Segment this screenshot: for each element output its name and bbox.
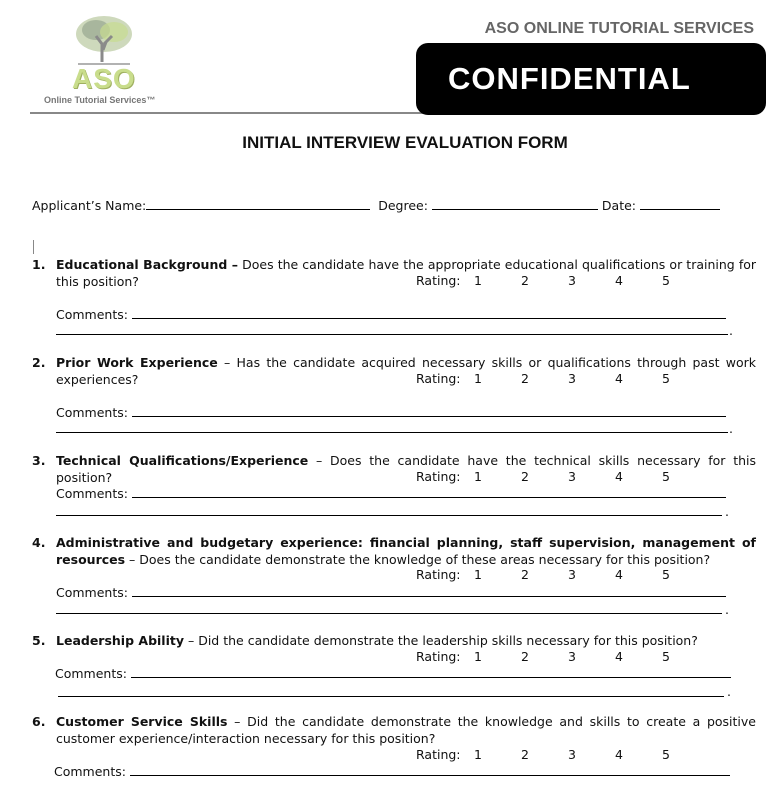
rating-option[interactable]: 5 (662, 371, 670, 386)
rating-option[interactable]: 1 (474, 747, 482, 762)
question-number: 6. (32, 714, 46, 729)
comments-label: Comments: (54, 764, 126, 779)
rating-scale-2 (416, 371, 709, 386)
question-text: – Did the candidate demonstrate the leadership skills necessary for this position? (184, 633, 698, 648)
rating-option[interactable]: 4 (615, 273, 623, 288)
comments-label: Comments: (55, 666, 127, 681)
question-text: – Does the candidate have the technical skills necessary for this position? (56, 453, 757, 485)
question-text: – Did the candidate demonstrate the knowledge and skills to create a positive customer experience/interaction necessary for this position? (56, 714, 756, 746)
period: . (729, 421, 733, 436)
rating-label: Rating: (416, 273, 461, 288)
comments-line-2[interactable] (56, 613, 722, 614)
header-rule (30, 112, 430, 114)
question-4 (32, 535, 756, 568)
rating-label: Rating: (416, 567, 461, 582)
comments-2 (56, 404, 726, 420)
rating-label: Rating: (416, 649, 461, 664)
rating-option[interactable]: 3 (568, 273, 576, 288)
rating-option[interactable]: 4 (615, 371, 623, 386)
degree-label: Degree: (378, 198, 428, 213)
rating-option[interactable]: 5 (662, 747, 670, 762)
company-name: ASO ONLINE TUTORIAL SERVICES (484, 20, 754, 37)
form-title: INITIAL INTERVIEW EVALUATION FORM (242, 133, 568, 152)
question-number: 2. (32, 355, 46, 370)
comments-field[interactable] (132, 584, 726, 597)
rating-option[interactable]: 5 (662, 649, 670, 664)
logo-subtext: Online Tutorial Services™ (44, 95, 156, 105)
question-heading: Leadership Ability (56, 633, 184, 648)
question-heading: Administrative and budgetary experience: financial planning, staff supervision, management of resources (56, 535, 756, 567)
question-heading: Customer Service Skills (56, 714, 228, 729)
rating-label: Rating: (416, 469, 461, 484)
text-cursor (33, 240, 34, 254)
applicant-name-label: Applicant’s Name: (32, 198, 147, 213)
period: . (725, 602, 729, 617)
comments-5 (55, 665, 731, 681)
comments-field[interactable] (130, 763, 730, 776)
rating-option[interactable]: 3 (568, 649, 576, 664)
question-number: 3. (32, 453, 46, 468)
comments-label: Comments: (56, 405, 128, 420)
applicant-info-row (32, 197, 720, 213)
comments-field[interactable] (132, 306, 726, 319)
rating-option[interactable]: 2 (521, 273, 529, 288)
degree-field[interactable] (432, 197, 598, 210)
comments-1 (56, 306, 726, 322)
rating-option[interactable]: 1 (474, 371, 482, 386)
comments-label: Comments: (56, 307, 128, 322)
rating-option[interactable]: 1 (474, 567, 482, 582)
comments-line-2[interactable] (56, 334, 728, 335)
rating-option[interactable]: 5 (662, 469, 670, 484)
comments-4 (56, 584, 726, 600)
question-heading: Educational Background – (56, 257, 239, 272)
comments-3 (56, 485, 726, 501)
confidential-badge: CONFIDENTIAL (416, 43, 766, 115)
period: . (729, 323, 733, 338)
comments-field[interactable] (132, 404, 726, 417)
date-field[interactable] (640, 197, 720, 210)
date-label: Date: (601, 198, 637, 213)
tree-icon (74, 14, 134, 68)
rating-option[interactable]: 2 (521, 371, 529, 386)
question-5 (32, 633, 756, 650)
rating-option[interactable]: 3 (568, 747, 576, 762)
period: . (727, 684, 731, 699)
rating-option[interactable]: 4 (615, 567, 623, 582)
period: . (725, 504, 729, 519)
logo-text: ASO (72, 63, 136, 94)
comments-field[interactable] (132, 485, 726, 498)
rating-option[interactable]: 5 (662, 273, 670, 288)
question-6 (32, 714, 756, 747)
question-number: 1. (32, 257, 46, 272)
question-text: Does the candidate have the appropriate educational qualifications or training for this position? (56, 257, 757, 289)
rating-option[interactable]: 4 (615, 649, 623, 664)
question-text: – Has the candidate acquired necessary skills or qualifications through past work experiences? (56, 355, 757, 387)
comments-line-2[interactable] (56, 515, 722, 516)
rating-option[interactable]: 4 (615, 469, 623, 484)
rating-scale-3 (416, 469, 709, 484)
rating-option[interactable]: 2 (521, 649, 529, 664)
rating-option[interactable]: 5 (662, 567, 670, 582)
comments-label: Comments: (56, 486, 128, 501)
rating-scale-4 (416, 567, 709, 582)
rating-scale-6 (416, 747, 709, 762)
rating-option[interactable]: 3 (568, 567, 576, 582)
question-number: 4. (32, 535, 46, 550)
question-text: – Does the candidate demonstrate the knowledge of these areas necessary for this position? (125, 551, 711, 567)
rating-option[interactable]: 1 (474, 469, 482, 484)
rating-option[interactable]: 1 (474, 649, 482, 664)
comments-line-2[interactable] (56, 432, 728, 433)
rating-label: Rating: (416, 747, 461, 762)
comments-line-2[interactable] (58, 696, 724, 697)
rating-option[interactable]: 2 (521, 469, 529, 484)
rating-option[interactable]: 2 (521, 567, 529, 582)
question-heading: Prior Work Experience (56, 355, 218, 370)
comments-6 (54, 763, 730, 779)
applicant-name-field[interactable] (146, 197, 370, 210)
rating-option[interactable]: 3 (568, 469, 576, 484)
rating-option[interactable]: 2 (521, 747, 529, 762)
question-heading: Technical Qualifications/Experience (56, 453, 309, 468)
rating-label: Rating: (416, 371, 461, 386)
rating-scale-1 (416, 273, 709, 288)
comments-label: Comments: (56, 585, 128, 600)
comments-field[interactable] (131, 665, 731, 678)
rating-option[interactable]: 1 (474, 273, 482, 288)
rating-option[interactable]: 3 (568, 371, 576, 386)
question-number: 5. (32, 633, 46, 648)
rating-scale-5 (416, 649, 709, 664)
company-logo (44, 14, 174, 106)
rating-option[interactable]: 4 (615, 747, 623, 762)
